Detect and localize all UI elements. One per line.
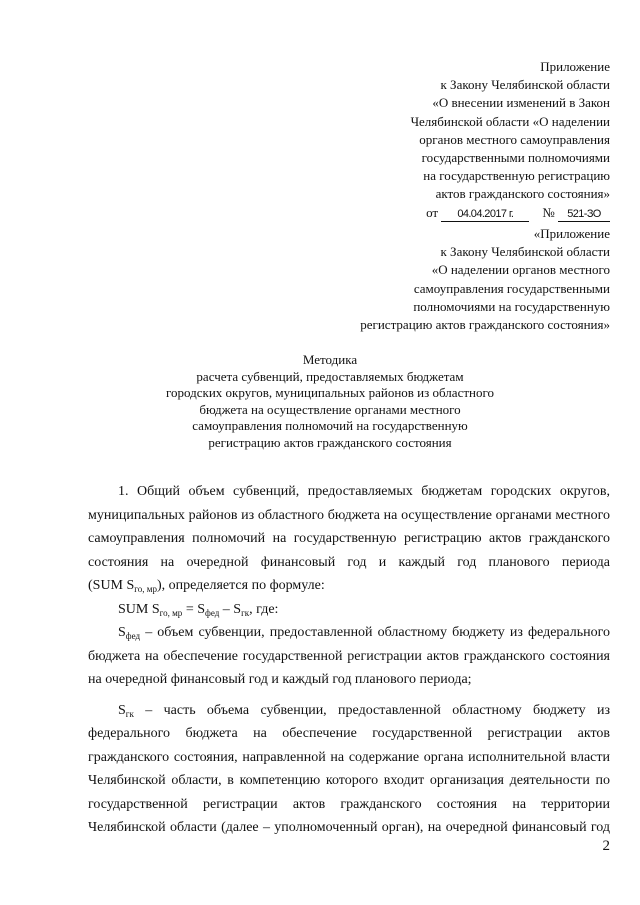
- title-line: бюджета на осуществление органами местного: [199, 401, 461, 417]
- body-line: [88, 621, 610, 645]
- body-text: ), определяется по формуле:: [156, 578, 325, 593]
- body-text: – объем субвенции, предоставленной областному бюджету из федерального: [140, 625, 610, 640]
- appendix-line: «Приложение: [533, 226, 610, 241]
- appendix-original-header: [290, 225, 610, 334]
- appendix-line: регистрацию актов гражданского состояния»: [360, 317, 610, 333]
- symbol-subscript: фед: [125, 631, 141, 641]
- body-line: бюджета на обеспечение государственной регистрации актов гражданского состояния: [88, 648, 610, 664]
- body-line: состояния на очередной финансовый год и каждый год планового периода: [88, 554, 610, 570]
- formula-line: [118, 598, 610, 622]
- body-line: [88, 574, 610, 598]
- appendix-amendment-header: [290, 58, 610, 222]
- document-title: [90, 352, 570, 452]
- document-body: [88, 480, 610, 840]
- body-line: федерального бюджета на обеспечение государственной регистрации актов: [88, 726, 610, 741]
- symbol: S: [118, 625, 126, 640]
- appendix-line: Приложение: [540, 59, 610, 74]
- sum-subscript: го, мр: [134, 584, 157, 594]
- title-line: Методика: [302, 352, 358, 367]
- body-line: Челябинской области (далее – уполномоченный орган), на очередной финансовый год: [88, 820, 610, 835]
- formula-minus: – S: [219, 601, 242, 617]
- law-date-number-line: [290, 204, 610, 222]
- appendix-line: актов гражданского состояния»: [435, 186, 610, 202]
- formula-subscript: фед: [205, 607, 220, 618]
- symbol: S: [118, 702, 126, 718]
- appendix-line: самоуправления государственными: [413, 280, 610, 296]
- body-line: государственной регистрации актов гражданского состояния на территории: [88, 796, 610, 812]
- appendix-line: государственными полномочиями: [421, 150, 610, 166]
- appendix-line: к Закону Челябинской области: [440, 77, 610, 93]
- law-date-handwritten: 04.04.2017 г.: [441, 208, 529, 222]
- body-line: 1. Общий объем субвенций, предоставляемых бюджетам городских округов,: [118, 484, 610, 499]
- symbol-subscript: гк: [125, 708, 134, 719]
- body-line: Челябинской области, в компетенцию которого входит организация деятельности по: [88, 773, 610, 788]
- formula-subscript: го, мр: [159, 607, 183, 618]
- formula-tail: , где:: [249, 601, 279, 617]
- body-line: на очередной финансовый год и каждый год планового периода;: [88, 672, 472, 687]
- number-prefix: №: [542, 204, 555, 220]
- title-line: самоуправления полномочий на государственную: [192, 418, 468, 434]
- formula-subscript: гк: [241, 607, 250, 618]
- law-number-handwritten: 521-ЗО: [558, 208, 610, 222]
- appendix-line: Челябинской области «О наделении: [410, 113, 610, 129]
- definition-s-fed: [88, 621, 610, 692]
- title-line: расчета субвенций, предоставляемых бюджетам: [196, 368, 464, 384]
- formula: [88, 598, 610, 622]
- body-text: – часть объема субвенции, предоставленной областному бюджету из: [133, 702, 610, 718]
- date-prefix: от: [426, 204, 439, 220]
- title-line: регистрацию актов гражданского состояния: [208, 434, 452, 450]
- definition-s-gk: [88, 699, 610, 840]
- sum-symbol: (SUM S: [88, 578, 135, 593]
- appendix-line: к Закону Челябинской области: [440, 244, 610, 260]
- body-line: гражданского состояния, направленной на содержание органа исполнительной власти: [88, 749, 610, 765]
- appendix-line: «О наделении органов местного: [431, 262, 610, 278]
- body-line: самоуправления полномочий на государственную регистрацию актов гражданского: [88, 531, 610, 546]
- title-line: городских округов, муниципальных районов из областного: [166, 385, 494, 401]
- appendix-line: на государственную регистрацию: [423, 168, 610, 184]
- formula-sum: SUM S: [118, 601, 160, 617]
- body-line: муниципальных районов из областного бюджета на осуществление органами местного: [88, 507, 610, 523]
- paragraph-1: [88, 480, 610, 598]
- appendix-line: органов местного самоуправления: [419, 131, 610, 147]
- appendix-line: полномочиями на государственную: [413, 298, 610, 314]
- body-line: [88, 699, 610, 723]
- page-number: 2: [602, 838, 610, 854]
- appendix-line: «О внесении изменений в Закон: [432, 95, 610, 111]
- formula-equals: = S: [182, 601, 205, 617]
